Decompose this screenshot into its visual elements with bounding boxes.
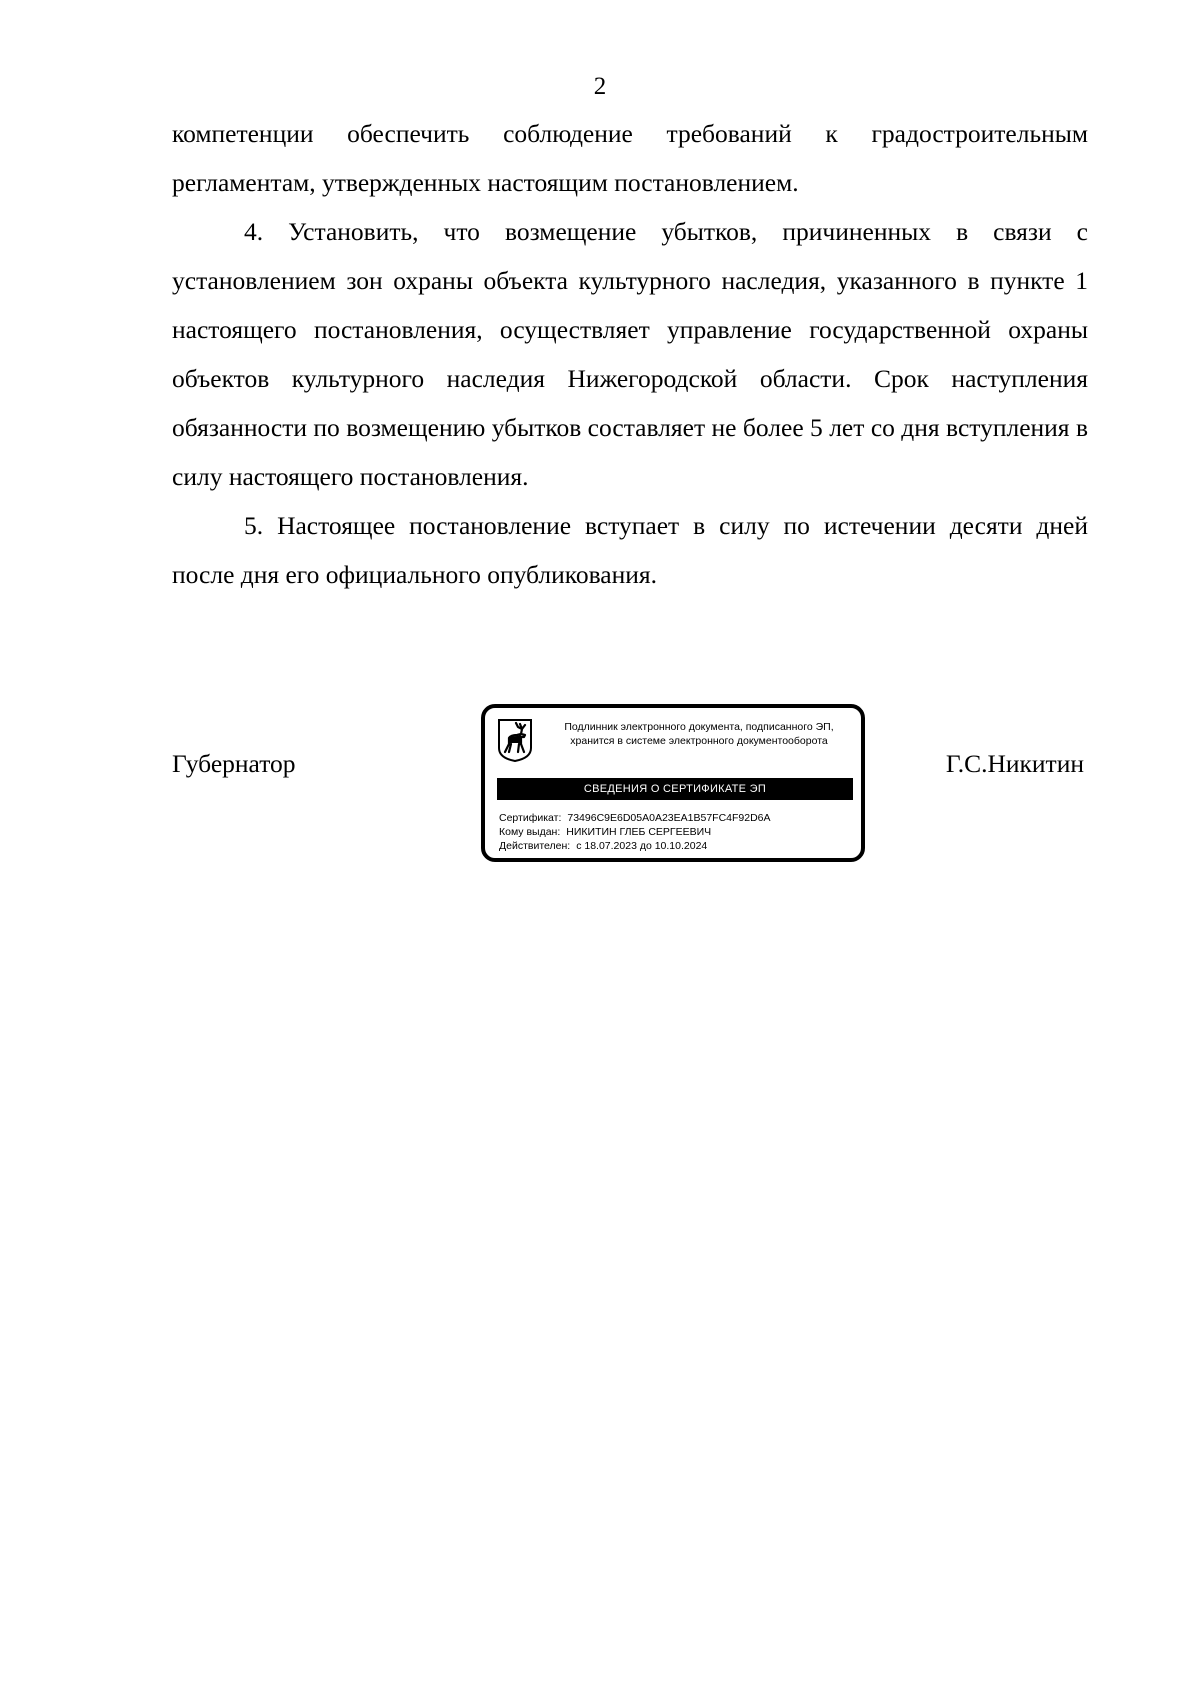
stamp-header-line-2: хранится в системе электронного документооборота [570, 735, 828, 747]
certificate-details [499, 811, 771, 853]
issued-to-label: Кому выдан: [499, 826, 561, 838]
stamp-header-line-1: Подлинник электронного документа, подписанного ЭП, [564, 721, 834, 733]
signer-title: Губернатор [172, 749, 296, 778]
validity-value: с 18.07.2023 до 10.10.2024 [576, 840, 708, 852]
certificate-info-bar: СВЕДЕНИЯ О СЕРТИФИКАТЕ ЭП [497, 778, 853, 800]
issued-to-row [499, 825, 771, 839]
paragraph-item-4: 4. Установить, что возмещение убытков, причиненных в связи с установлением зон охраны объекта культурного наследия, указанного в пункте 1 настоящего постановления, осуществляет управление государственной охраны объектов культурного наследия Нижегородской области. Срок наступления обязанности по возмещению убытков составляет не более 5 лет со дня вступления в силу настоящего постановления. [172, 217, 1088, 491]
validity-row [499, 839, 771, 853]
document-body [172, 109, 1088, 599]
issued-to-value: НИКИТИН ГЛЕБ СЕРГЕЕВИЧ [566, 826, 712, 838]
certificate-label: Сертификат: [499, 812, 562, 824]
validity-label: Действителен: [499, 840, 571, 852]
paragraph-item-5: 5. Настоящее постановление вступает в силу по истечении десяти дней после дня его официального опубликования. [172, 511, 1088, 589]
electronic-signature-stamp [481, 704, 865, 862]
paragraph-continuation: компетенции обеспечить соблюдение требований к градостроительным регламентам, утвержденных настоящим постановлением. [172, 119, 1088, 197]
nizhny-novgorod-deer-emblem-icon [497, 718, 533, 762]
certificate-value: 73496C9E6D05A0A23EA1B57FC4F92D6A [567, 812, 771, 824]
stamp-header [541, 720, 857, 748]
certificate-row [499, 811, 771, 825]
page-number: 2 [593, 73, 607, 100]
signer-name: Г.С.Никитин [945, 749, 1084, 778]
